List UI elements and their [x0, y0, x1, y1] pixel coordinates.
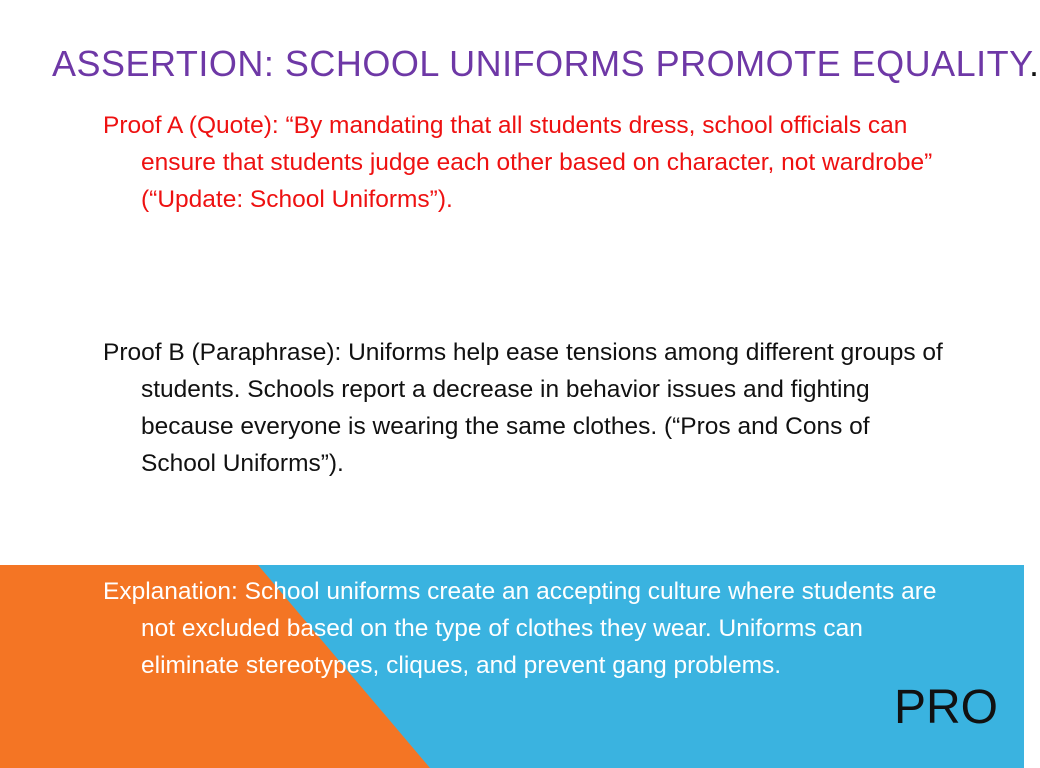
- pro-label: PRO: [893, 681, 998, 734]
- proof-a-quote: Proof A (Quote): “By mandating that all students dress, school officials can ensure that students judge each other based on character, not wardrobe” (“Update: School Uniforms”).: [103, 112, 933, 213]
- slide-title-text: ASSERTION: SCHOOL UNIFORMS PROMOTE EQUALITY: [52, 43, 1029, 84]
- proof-b-paraphrase: Proof B (Paraphrase): Uniforms help ease tensions among different groups of students. Schools report a decrease in behavior issues and fighting because everyone is wearing the same clothes. (“Pros and Cons of School Uniforms”).: [103, 339, 943, 477]
- slide-title: [52, 40, 1040, 88]
- explanation-text: Explanation: School uniforms create an accepting culture where students are not excluded based on the type of clothes they wear. Uniforms can eliminate stereotypes, cliques, and prevent gang problems.: [103, 578, 937, 679]
- slide-title-period: .: [1029, 43, 1040, 84]
